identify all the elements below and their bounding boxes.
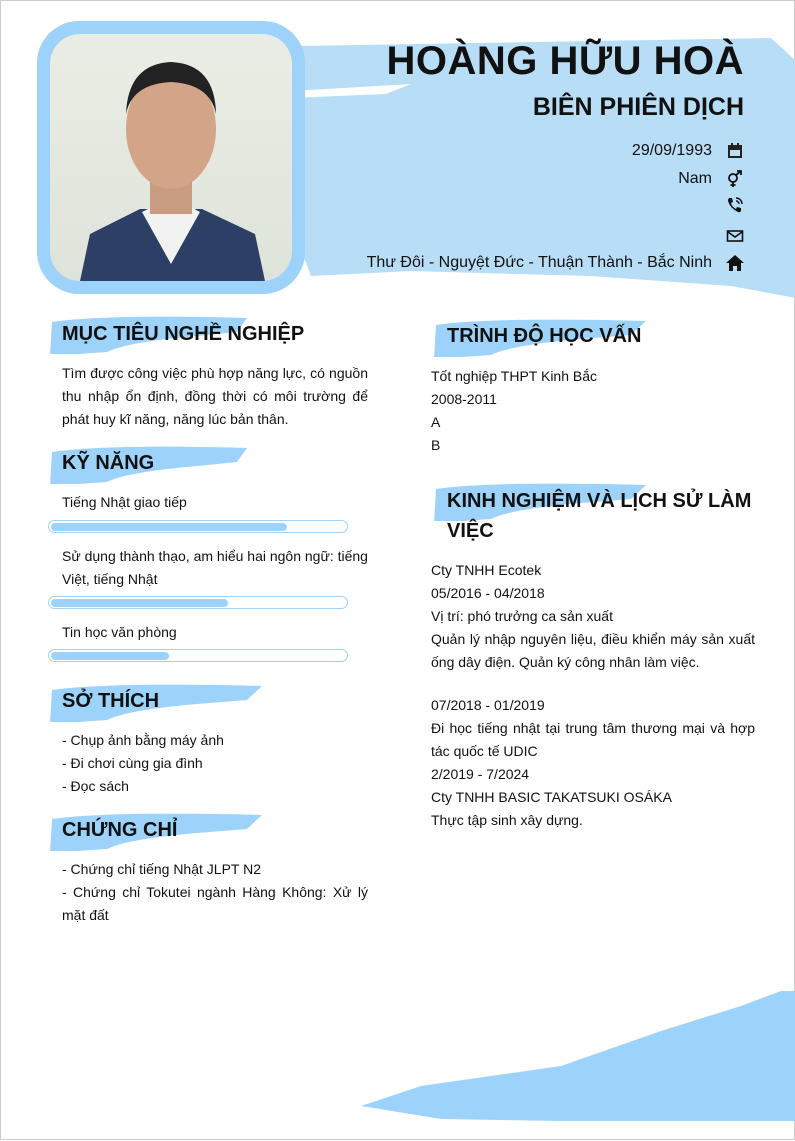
experience-line: Cty TNHH Ecotek — [431, 562, 542, 578]
hobbies-heading: SỞ THÍCH — [62, 690, 160, 712]
experience-line: 07/2018 - 01/2019 — [431, 697, 545, 713]
phone-row — [712, 196, 744, 214]
experience-line: Cty TNHH BASIC TAKATSUKI OSÁKA — [431, 789, 672, 805]
experience-heading: KINH NGHIỆM VÀ LỊCH SỬ LÀM VIỆC — [447, 490, 752, 542]
skill-bar — [48, 649, 348, 662]
skill-bar — [48, 596, 348, 609]
skill-bar — [48, 520, 348, 533]
email-row — [712, 227, 744, 245]
hobby-item: - Đọc sách — [62, 778, 129, 794]
education-line: Tốt nghiệp THPT Kinh Bắc — [431, 368, 598, 384]
profile-photo — [50, 34, 292, 281]
education-heading: TRÌNH ĐỘ HỌC VẤN — [447, 325, 642, 347]
hobby-item: - Đi chơi cùng gia đình — [62, 755, 203, 771]
skill-bar-fill — [51, 599, 228, 607]
experience-line: Thực tập sinh xây dựng. — [431, 812, 583, 828]
education-line: B — [431, 437, 441, 453]
job-title: BIÊN PHIÊN DỊCH — [532, 93, 744, 121]
skills-heading: KỸ NĂNG — [62, 452, 155, 474]
home-icon — [726, 254, 744, 272]
certificates-heading: CHỨNG CHỈ — [62, 819, 178, 841]
skill-bar-fill — [51, 652, 169, 660]
experience-line: Vị trí: phó trưởng ca sản xuất — [431, 608, 613, 624]
education-line: A — [431, 414, 441, 430]
skill-label: Tiếng Nhật giao tiếp — [62, 494, 187, 510]
objective-heading: MỤC TIÊU NGHỀ NGHIỆP — [62, 323, 305, 345]
profile-photo-frame — [37, 21, 305, 294]
certificate-item: - Chứng chỉ Tokutei ngành Hàng Không: Xử lý mặt đất — [62, 884, 368, 923]
gender-row — [678, 170, 744, 188]
birthday-row — [632, 142, 744, 160]
envelope-icon — [726, 227, 744, 245]
experience-line: Quản lý nhập nguyên liệu, điều khiển máy sản xuất ống dây điện. Quản ký công nhân làm việc. — [431, 631, 755, 670]
skill-bar-fill — [51, 523, 287, 531]
gender-icon — [726, 170, 744, 188]
birthday-text: 29/09/1993 — [631, 142, 712, 159]
address-text: Thư Đôi - Nguyệt Đức - Thuận Thành - Bắc Ninh — [366, 254, 712, 271]
skill-label: Tin học văn phòng — [62, 624, 177, 640]
gender-text: Nam — [678, 170, 712, 187]
objective-text: Tìm được công việc phù hợp năng lực, có nguồn thu nhập ổn định, đồng thời có môi trường để phát huy kĩ năng, năng lúc bản thân. — [62, 365, 368, 427]
hobby-item: - Chụp ảnh bằng máy ảnh — [62, 732, 224, 748]
calendar-icon — [726, 142, 744, 160]
candidate-name: HOÀNG HỮU HOÀ — [386, 39, 744, 83]
experience-line: Đi học tiếng nhật tại trung tâm thương mại và hợp tác quốc tế UDIC — [431, 720, 755, 759]
skill-label: Sử dụng thành thạo, am hiểu hai ngôn ngữ: tiếng Việt, tiếng Nhật — [62, 548, 368, 587]
experience-line: 2/2019 - 7/2024 — [431, 766, 530, 782]
address-row — [367, 254, 744, 272]
footer-brush — [361, 991, 795, 1141]
education-line: 2008-2011 — [431, 391, 497, 407]
certificate-item: - Chứng chỉ tiếng Nhật JLPT N2 — [62, 861, 261, 877]
phone-icon — [726, 196, 744, 214]
experience-line: 05/2016 - 04/2018 — [431, 585, 545, 601]
